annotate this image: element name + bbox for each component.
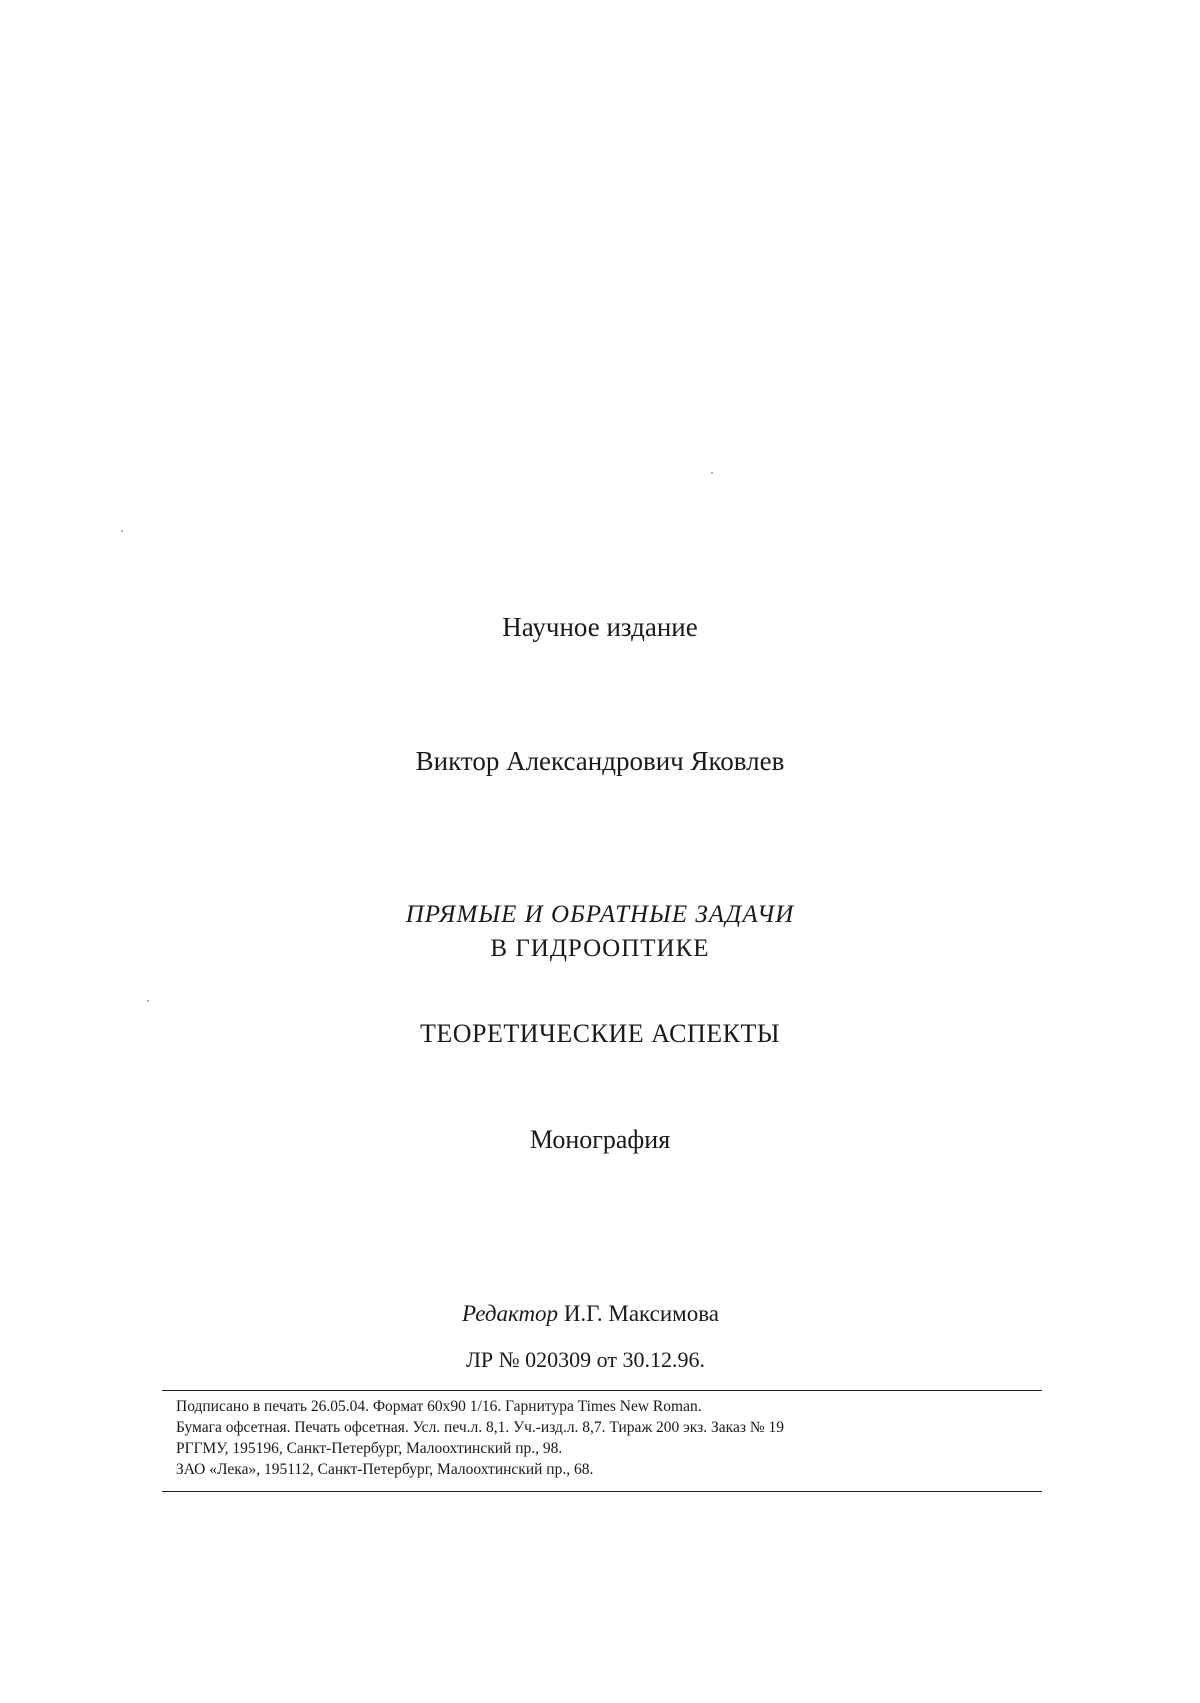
book-title (0, 898, 1200, 966)
editor-role: Редактор (462, 1301, 559, 1326)
book-genre: Монография (529, 1125, 671, 1154)
imprint-block (176, 1396, 784, 1480)
book-title-line-2: В ГИДРООПТИКЕ (490, 935, 710, 962)
scan-speck (121, 530, 123, 532)
imprint-line-printer: ЗАО «Лека», 195112, Санкт-Петербург, Малоохтинский пр., 68. (176, 1461, 594, 1478)
imprint-line-publisher: РГГМУ, 195196, Санкт-Петербург, Малоохтинский пр., 98. (176, 1440, 563, 1457)
imprint-line-print-details: Подписано в печать 26.05.04. Формат 60х90 1/16. Гарнитура Times New Roman. (176, 1398, 702, 1415)
editor-name: И.Г. Максимова (563, 1301, 719, 1326)
author-name: Виктор Александрович Яковлев (415, 746, 785, 776)
book-title-line-1: ПРЯМЫЕ И ОБРАТНЫЕ ЗАДАЧИ (405, 901, 795, 928)
scan-speck (147, 1000, 149, 1002)
editor-credit (462, 1301, 719, 1327)
imprint-line-paper-details: Бумага офсетная. Печать офсетная. Усл. печ.л. 8,1. Уч.-изд.л. 8,7. Тираж 200 экз. Заказ № 19 (176, 1419, 784, 1436)
imprint-top-rule (162, 1390, 1042, 1391)
license-number: ЛР № 020309 от 30.12.96. (466, 1347, 705, 1372)
scan-speck (711, 472, 713, 474)
imprint-bottom-rule (162, 1491, 1042, 1492)
edition-type: Научное издание (502, 612, 698, 642)
book-subtitle: ТЕОРЕТИЧЕСКИЕ АСПЕКТЫ (419, 1019, 781, 1048)
